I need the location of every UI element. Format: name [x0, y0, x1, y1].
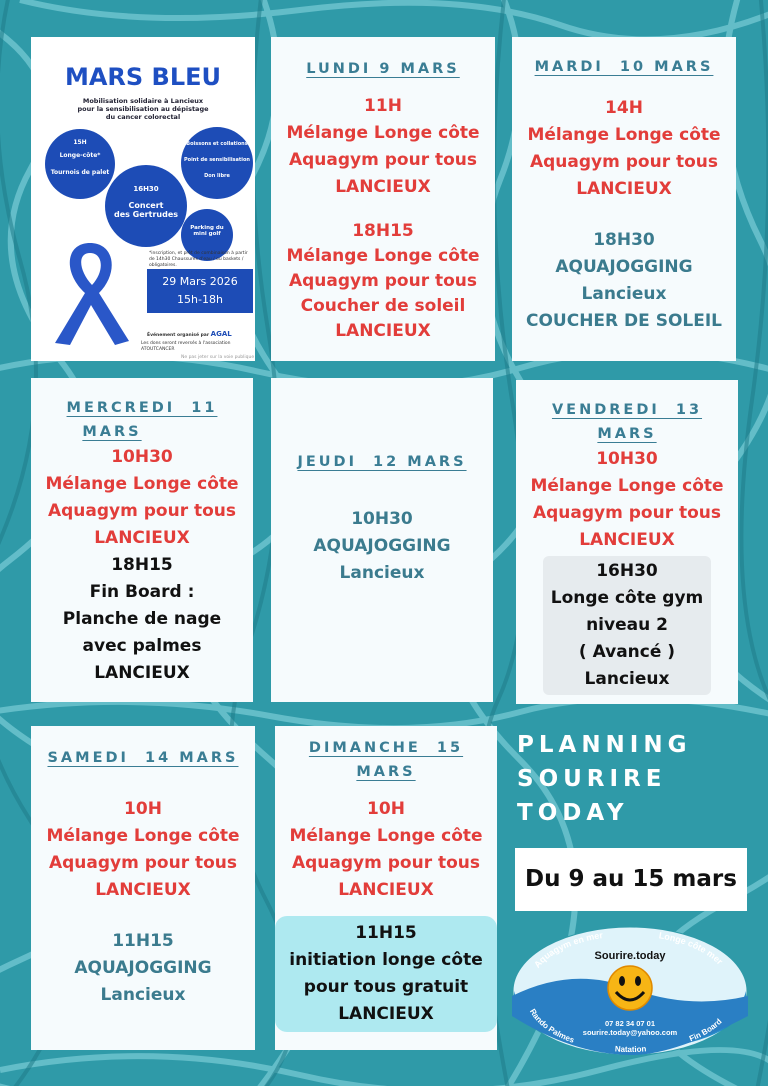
- slot-activity: Fin Board :: [89, 582, 195, 602]
- logo-bottom-right: Fin Board: [687, 1016, 724, 1044]
- poster-time: 15h-18h: [177, 293, 223, 306]
- card-vendredi: [516, 380, 738, 704]
- poster-footer: Ne pas jeter sur la voie publique: [181, 355, 255, 360]
- planning-title-line: TODAY: [517, 800, 629, 826]
- slot-activity: Mélange Longe côte: [46, 826, 240, 846]
- slot-activity: niveau 2: [586, 615, 668, 635]
- sourire-today-logo: [512, 926, 748, 1056]
- circle-text: Don libre: [204, 173, 230, 179]
- slot-time: 18H30: [593, 230, 655, 250]
- circle-text: Longe-côte*: [59, 152, 101, 159]
- logo-bottom-text: [615, 1044, 647, 1054]
- day-heading: MARDI 10 MARS: [534, 59, 714, 75]
- slot-time: 10H30: [111, 447, 173, 467]
- day-heading: SAMEDI 14 MARS: [47, 750, 239, 766]
- circle-text: 16H30: [133, 185, 159, 193]
- day-heading: MARS: [82, 424, 142, 440]
- slot-activity: Aquagym pour tous: [48, 853, 238, 873]
- slot-time: 18H15: [111, 555, 173, 575]
- slot-activity: Mélange Longe côte: [286, 123, 480, 143]
- slot-time: 11H15: [112, 931, 174, 951]
- poster-date-box: [147, 269, 253, 313]
- slot-location: LANCIEUX: [94, 663, 190, 683]
- card-lundi: [271, 37, 495, 361]
- slot-time: 10H: [124, 799, 162, 819]
- poster-subtitle: [31, 97, 255, 121]
- circle-text: Parking du: [190, 225, 224, 231]
- slot-activity: COUCHER DE SOLEIL: [526, 311, 722, 331]
- slot-location: LANCIEUX: [338, 880, 434, 900]
- slot-activity: Planche de nage: [62, 609, 222, 629]
- slot-activity: initiation longe côte: [289, 950, 483, 970]
- slot-activity: Mélange Longe côte: [530, 476, 724, 496]
- slot-location: Lancieux: [584, 669, 670, 689]
- date-range: Du 9 au 15 mars: [515, 848, 747, 911]
- logo-bottom-mid: Natation: [614, 1044, 647, 1055]
- slot-time: 11H: [364, 96, 402, 116]
- slot-activity: AQUAJOGGING: [555, 257, 693, 277]
- slot-time: 10H: [367, 799, 405, 819]
- logo-bottom-left: Rando Palmes: [527, 1007, 576, 1045]
- poster-organizer: [147, 331, 253, 339]
- day-heading: MARS: [356, 764, 416, 780]
- slot-activity: avec palmes: [82, 636, 202, 656]
- card-samedi: [31, 726, 255, 1050]
- slot-activity: Aquagym pour tous: [288, 271, 478, 291]
- slot-location: LANCIEUX: [579, 530, 675, 550]
- logo-arc-left: Aquagym en mer: [532, 930, 604, 970]
- smiley-icon: [608, 966, 652, 1010]
- circle-text: Point de sensibilisation: [183, 157, 250, 163]
- planning-title-line: PLANNING: [517, 732, 692, 758]
- day-heading: VENDREDI 13: [551, 402, 703, 418]
- poster-subtitle-line: pour la sensibilisation au dépistage: [77, 105, 209, 113]
- highlight-box: [275, 916, 496, 1032]
- day-heading: MARS: [597, 426, 657, 442]
- poster-date: 29 Mars 2026: [162, 275, 238, 288]
- slot-activity: Aquagym pour tous: [529, 152, 719, 172]
- circle-text: Tournois de palet: [50, 169, 110, 176]
- slot-location: LANCIEUX: [576, 179, 672, 199]
- slot-location: Lancieux: [339, 563, 425, 583]
- slot-activity: Mélange Longe côte: [527, 125, 721, 145]
- slot-activity: Aquagym pour tous: [291, 853, 481, 873]
- circle-text: des Gertrudes: [113, 210, 178, 219]
- slot-activity: Longe côte gym: [550, 588, 704, 608]
- organizer-text: Événement organisé par: [147, 333, 210, 338]
- poster-title: MARS BLEU: [64, 63, 222, 91]
- day-heading: MERCREDI 11: [66, 400, 218, 416]
- circle-text: 15H: [73, 139, 87, 146]
- slot-time: 11H15: [355, 923, 417, 943]
- poster-donation: Les dons seront reversés à l'association ATOUTCANCER: [141, 341, 231, 352]
- slot-location: LANCIEUX: [95, 880, 191, 900]
- poster-subtitle-line: du cancer colorectal: [105, 113, 181, 121]
- day-heading: JEUDI 12 MARS: [297, 454, 467, 470]
- slot-activity: Aquagym pour tous: [532, 503, 722, 523]
- slot-location: LANCIEUX: [335, 177, 431, 197]
- slot-activity: Aquagym pour tous: [47, 501, 237, 521]
- poster-circle-boissons: [181, 127, 253, 199]
- slot-time: 10H30: [596, 449, 658, 469]
- poster-note: *inscription, et prêt de combinaison à partir de 14h30 Chaussures d'eau / ou baskets / obligatoires.: [149, 251, 248, 268]
- slot-location: Lancieux: [581, 284, 667, 304]
- mars-bleu-poster: [31, 37, 255, 361]
- poster-subtitle-line: Mobilisation solidaire à Lancieux: [82, 97, 204, 105]
- slot-activity: Mélange Longe côte: [45, 474, 239, 494]
- slot-activity: Mélange Longe côte: [286, 246, 480, 266]
- card-dimanche: [275, 726, 497, 1050]
- highlight-box: [543, 556, 712, 695]
- logo-brand: Sourire.today: [594, 950, 666, 962]
- planning-title-line: SOURIRE: [517, 766, 667, 792]
- slot-activity: AQUAJOGGING: [313, 536, 451, 556]
- slot-time: 10H30: [351, 509, 413, 529]
- logo-phone: 07 82 34 07 01: [604, 1019, 656, 1028]
- slot-location: LANCIEUX: [335, 321, 431, 341]
- slot-time: 16H30: [596, 561, 658, 581]
- logo-arc-right: Longe côte mer: [658, 930, 725, 967]
- day-heading: LUNDI 9 MARS: [306, 61, 460, 77]
- slot-activity: AQUAJOGGING: [74, 958, 212, 978]
- blue-ribbon-icon: [45, 233, 135, 353]
- circle-text: Boissons et collations: [186, 141, 248, 147]
- circle-text: Concert: [128, 201, 164, 210]
- slot-location: LANCIEUX: [94, 528, 190, 548]
- card-mercredi: [31, 378, 253, 702]
- slot-activity: Mélange Longe côte: [289, 826, 483, 846]
- slot-activity: Coucher de soleil: [300, 296, 466, 316]
- card-mardi: [512, 37, 736, 361]
- slot-activity: ( Avancé ): [578, 642, 676, 662]
- slot-activity: Aquagym pour tous: [288, 150, 478, 170]
- slot-time: 18H15: [352, 221, 414, 241]
- slot-activity: pour tous gratuit: [303, 977, 469, 997]
- slot-time: 14H: [605, 98, 643, 118]
- day-heading: DIMANCHE 15: [308, 740, 464, 756]
- slot-location: Lancieux: [100, 985, 186, 1005]
- agal-logo: AGAL: [210, 330, 232, 338]
- logo-email: sourire.today@yahoo.com: [582, 1028, 678, 1037]
- circle-text: mini golf: [193, 231, 221, 237]
- slot-location: LANCIEUX: [338, 1004, 434, 1024]
- card-jeudi: [271, 378, 493, 702]
